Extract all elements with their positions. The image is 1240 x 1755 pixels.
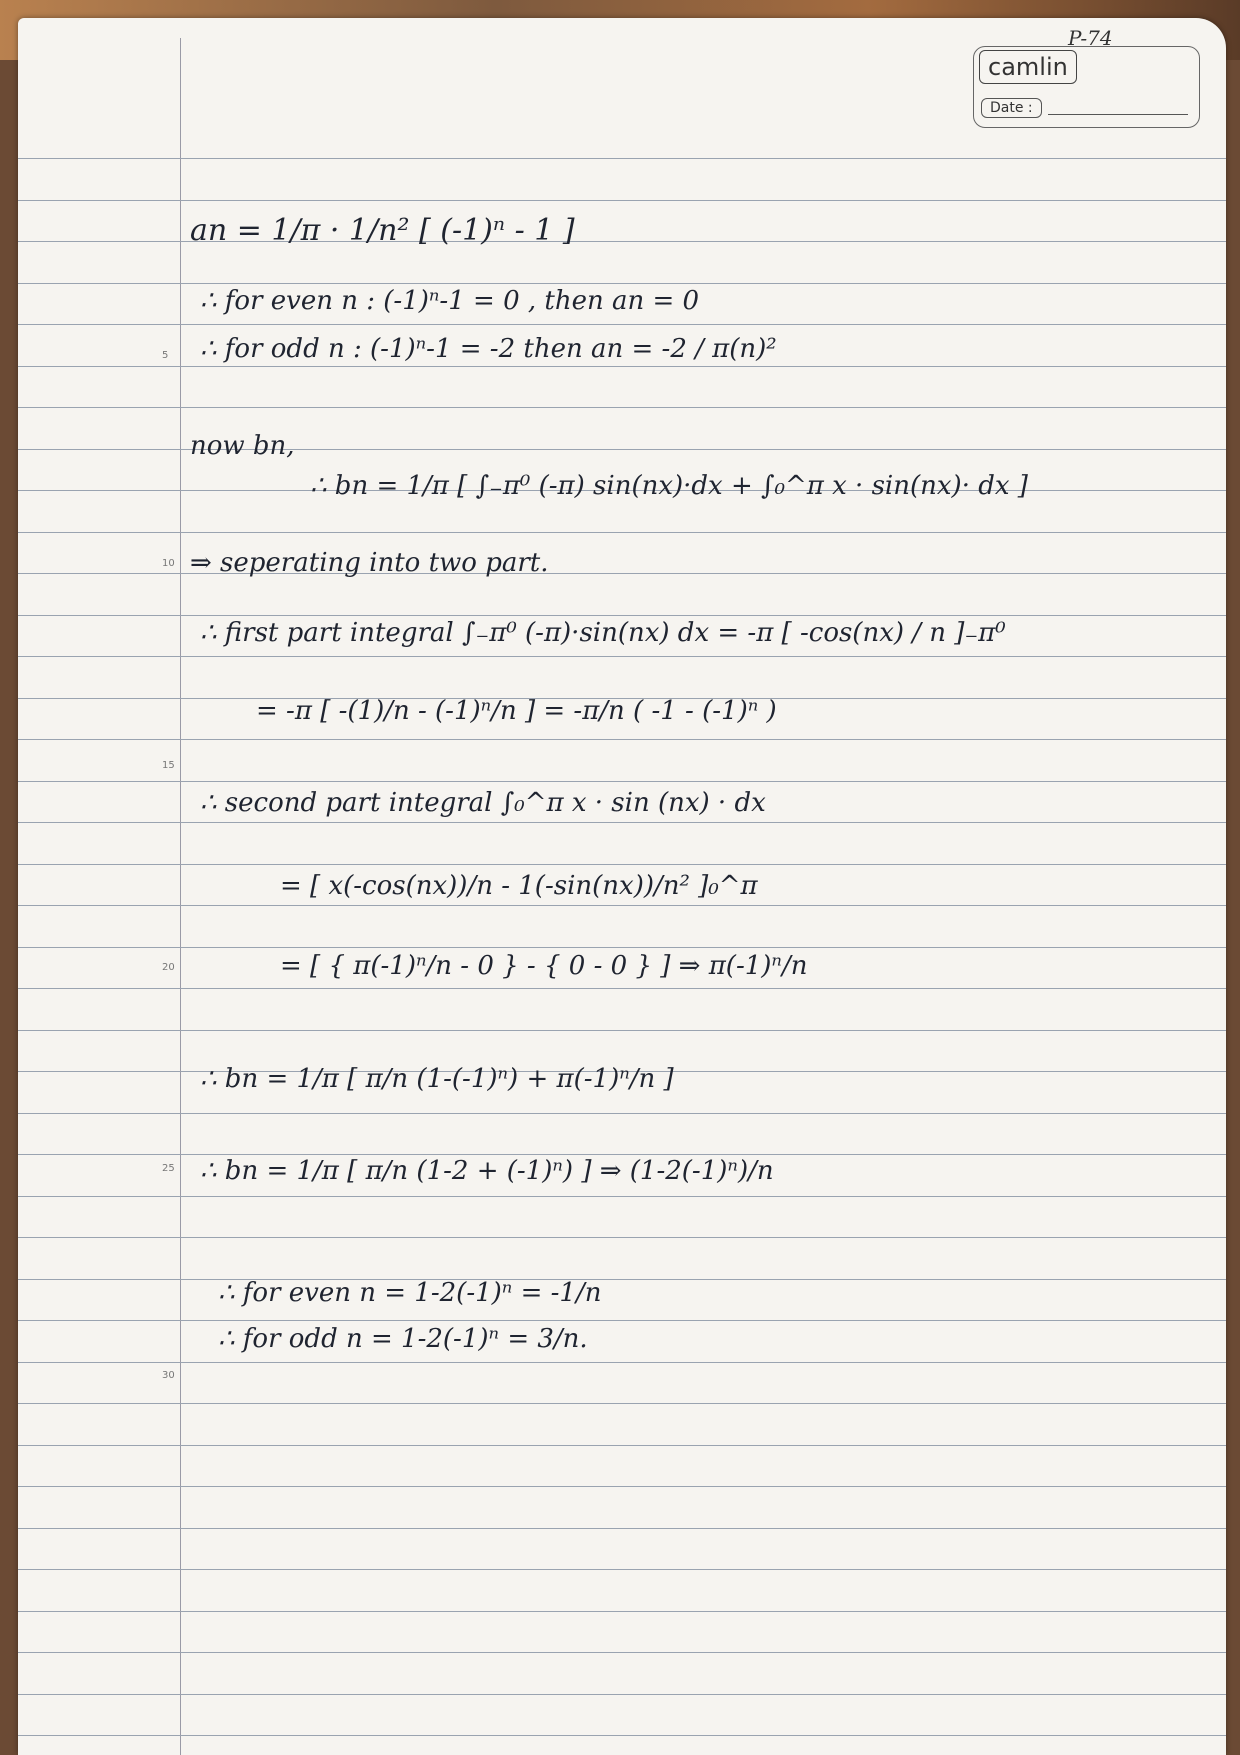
ruled-line [18,1196,1226,1197]
ruled-line [18,158,1226,159]
handwritten-line: ∴ second part integral ∫₀^π x · sin (nx) · dx [200,788,766,818]
ruled-line [18,615,1226,616]
ruled-line [18,1694,1226,1695]
line-number: 15 [162,760,175,771]
handwritten-line: ∴ for even n : (-1)ⁿ-1 = 0 , then an = 0 [200,286,700,316]
ruled-line [18,739,1226,740]
margin-line [180,38,181,1755]
ruled-line [18,822,1226,823]
ruled-line [18,1237,1226,1238]
ruled-line [18,283,1226,284]
handwritten-line: an = 1/π · 1/n² [ (-1)ⁿ - 1 ] [190,213,575,248]
handwritten-line: ∴ first part integral ∫₋π⁰ (-π)·sin(nx) dx = -π [ -cos(nx) / n ]₋π⁰ [200,618,1006,648]
ruled-line [18,407,1226,408]
handwritten-line: now bn, [190,431,295,461]
handwritten-line: ∴ for odd n = 1-2(-1)ⁿ = 3/n. [218,1324,588,1354]
ruled-line [18,1030,1226,1031]
ruled-line [18,905,1226,906]
ruled-line [18,656,1226,657]
notebook-page [18,18,1226,1755]
handwritten-line: ∴ bn = 1/π [ ∫₋π⁰ (-π) sin(nx)·dx + ∫₀^π x · sin(nx)· dx ] [310,471,1028,501]
handwritten-line: ∴ bn = 1/π [ π/n (1-2 + (-1)ⁿ) ] ⇒ (1-2(-1)ⁿ)/n [200,1156,774,1186]
line-number: 20 [162,962,175,973]
ruled-line [18,324,1226,325]
handwritten-line: ∴ bn = 1/π [ π/n (1-(-1)ⁿ) + π(-1)ⁿ/n ] [200,1064,674,1094]
ruled-line [18,1154,1226,1155]
ruled-line [18,1445,1226,1446]
ruled-line [18,1403,1226,1404]
ruled-line [18,1486,1226,1487]
ruled-line [18,532,1226,533]
ruled-line [18,1320,1226,1321]
ruled-line [18,1113,1226,1114]
handwritten-line: = [ x(-cos(nx))/n - 1(-sin(nx))/n² ]₀^π [280,871,758,901]
line-number: 25 [162,1163,175,1174]
ruled-line [18,1652,1226,1653]
handwritten-line: ⇒ seperating into two part. [190,548,549,578]
ruled-line [18,1279,1226,1280]
ruled-line [18,1611,1226,1612]
ruled-line [18,781,1226,782]
ruled-line [18,864,1226,865]
ruled-line [18,366,1226,367]
ruled-line [18,1569,1226,1570]
line-number: 5 [162,350,169,361]
ruled-line [18,1362,1226,1363]
ruled-line [18,1528,1226,1529]
handwritten-line: ∴ for even n = 1-2(-1)ⁿ = -1/n [218,1278,602,1308]
line-number: 10 [162,558,175,569]
ruled-line [18,1735,1226,1736]
line-number: 30 [162,1370,175,1381]
page-reference: P-74 [1068,26,1113,50]
handwritten-line: = [ { π(-1)ⁿ/n - 0 } - { 0 - 0 } ] ⇒ π(-1)ⁿ/n [280,951,808,981]
date-label: Date : [981,98,1042,118]
ruled-line [18,947,1226,948]
handwritten-line: = -π [ -(1)/n - (-1)ⁿ/n ] = -π/n ( -1 - (-1)ⁿ ) [256,696,777,726]
handwritten-line: ∴ for odd n : (-1)ⁿ-1 = -2 then an = -2 / π(n)² [200,334,777,364]
ruled-line [18,200,1226,201]
brand-logo: camlin [979,50,1077,84]
ruled-line [18,988,1226,989]
date-field-line [1048,114,1188,115]
